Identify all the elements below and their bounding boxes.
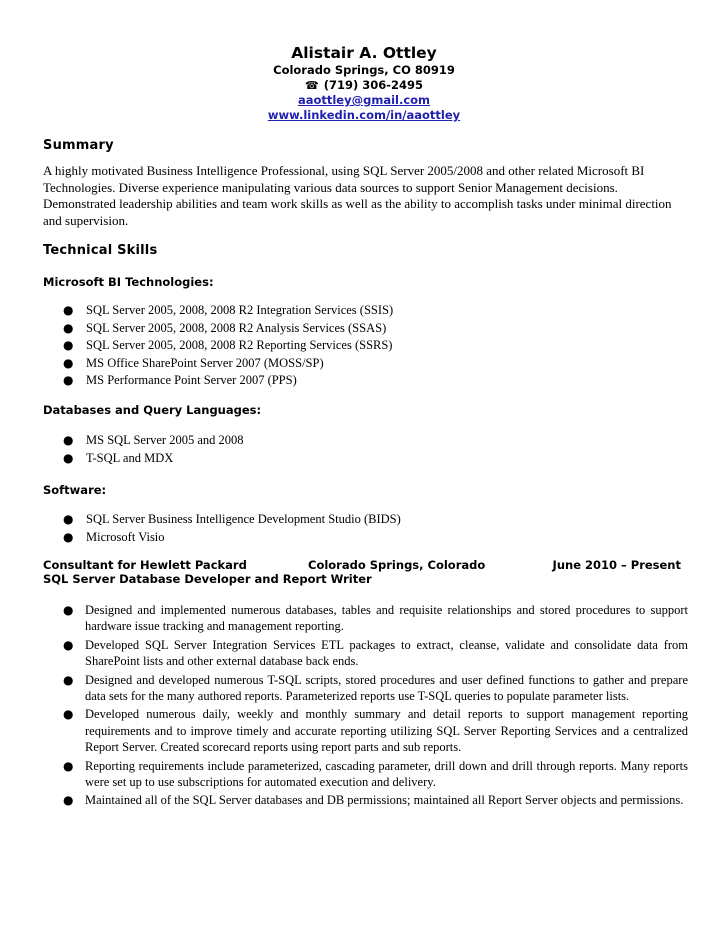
phone-icon: ☎ (304, 79, 319, 92)
contact-header (0, 44, 728, 123)
list-item: ● Developed SQL Server Integration Services ETL packages to extract, cleanse, validate and consolidate data from SharePoint lists and other external database back ends. (63, 637, 688, 669)
list-item: ● SQL Server Business Intelligence Development Studio (BIDS) (43, 511, 688, 529)
list-item: ● MS Office SharePoint Server 2007 (MOSS/SP) (43, 355, 688, 373)
bullet-icon: ● (63, 603, 74, 617)
bullet-icon: ● (63, 529, 74, 544)
job-title: SQL Server Database Developer and Report Writer (43, 572, 372, 586)
list-item: ● MS Performance Point Server 2007 (PPS) (43, 372, 688, 390)
candidate-name: Alistair A. Ottley (291, 44, 437, 62)
bullet-icon: ● (63, 793, 74, 808)
software-heading: Software: (43, 483, 107, 497)
list-item: ● Designed and implemented numerous databases, tables and requisite relationships and stored procedures to support hardware issue tracking and management reporting. (63, 603, 688, 634)
summary-text: A highly motivated Business Intelligence Professional, using SQL Server 2005/2008 and other related Microsoft BI Technologies. Diverse experience manipulating various data sources to support Senior Management decisions. Demonstrated leadership abilities and team work skills as well as the ability to accomplish tasks under minimal direction and supervision. (43, 163, 672, 228)
list-item: ● Developed numerous daily, weekly and monthly summary and detail reports to support management reporting requirements and to improve timely and accurate reporting utilizing SQL Server Reporting Services and a centralized Report Server. Created scorecard reports using report parts and sub reports. (63, 707, 688, 755)
bullet-icon: ● (63, 672, 74, 687)
list-item: ● Designed and developed numerous T-SQL scripts, stored procedures and user defined functions to gather and prepare data sets for the many authored reports. Parameterized reports use T-SQL queries to populate parameter lists. (63, 672, 688, 704)
bullet-icon: ● (63, 355, 74, 370)
list-item: ● Reporting requirements include parameterized, cascading parameter, drill down and drill through reports. Many reports were set up to use subscriptions for automated execution and delivery. (63, 758, 688, 790)
bullet-icon: ● (63, 433, 74, 447)
bullet-icon: ● (63, 637, 74, 652)
bullet-icon: ● (63, 512, 74, 526)
duties-list (43, 602, 688, 811)
bullet-icon: ● (63, 758, 74, 773)
list-item: ● SQL Server 2005, 2008, 2008 R2 Reporting Services (SSRS) (43, 337, 688, 355)
summary-heading: Summary (43, 138, 114, 153)
linkedin-link[interactable]: www.linkedin.com/in/aaottley (267, 108, 461, 122)
list-item: ● T-SQL and MDX (43, 450, 688, 468)
bullet-icon: ● (63, 338, 74, 352)
job-location: Colorado Springs, Colorado (308, 558, 486, 572)
databases-heading: Databases and Query Languages: (43, 403, 262, 417)
bullet-icon: ● (63, 303, 74, 317)
list-item: ● Maintained all of the SQL Server databases and DB permissions; maintained all Report Server objects and permissions. (63, 793, 684, 808)
bullet-icon: ● (63, 450, 74, 465)
bi-technologies-heading: Microsoft BI Technologies: (43, 275, 214, 289)
bullet-icon: ● (63, 320, 74, 335)
list-item: ● SQL Server 2005, 2008, 2008 R2 Integration Services (SSIS) (43, 302, 688, 320)
employer: Consultant for Hewlett Packard (43, 558, 247, 572)
bi-technologies-list (43, 302, 688, 390)
technical-skills-heading: Technical Skills (43, 243, 158, 258)
phone-number: (719) 306-2495 (323, 78, 423, 92)
bullet-icon: ● (63, 373, 74, 387)
list-item: ● Microsoft Visio (43, 529, 688, 547)
list-item: ● SQL Server 2005, 2008, 2008 R2 Analysis Services (SSAS) (43, 320, 688, 338)
software-list (43, 511, 688, 546)
email-link[interactable]: aaottley@gmail.com (297, 93, 431, 107)
bullet-icon: ● (63, 707, 74, 722)
databases-list (43, 432, 688, 467)
location: Colorado Springs, CO 80919 (273, 63, 455, 77)
job-dates: June 2010 – Present (552, 558, 681, 572)
phone-line (0, 78, 728, 93)
list-item: ● MS SQL Server 2005 and 2008 (43, 432, 688, 450)
